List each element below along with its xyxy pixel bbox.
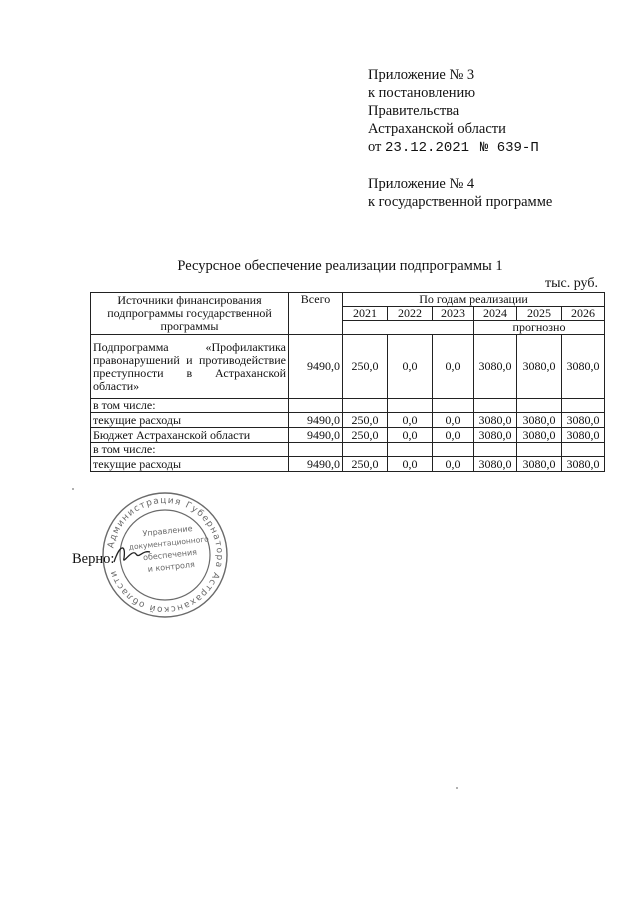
row-value: 3080,0	[517, 428, 562, 443]
decree-date-line	[368, 138, 628, 157]
forecast-label: прогнозно	[474, 321, 605, 335]
year-header: 2024	[474, 307, 517, 321]
region-line: Астраханской области	[368, 121, 506, 137]
table-row	[91, 413, 605, 428]
row-value: 3080,0	[517, 457, 562, 472]
row-value: 3080,0	[562, 413, 605, 428]
row-total: 9490,0	[289, 428, 343, 443]
row-name: Подпрограмма «Профилактика правонарушений и противодействие преступности в Астраханской области»	[91, 335, 289, 399]
row-name: в том числе:	[91, 399, 289, 413]
row-name: текущие расходы	[91, 457, 289, 472]
row-total: 9490,0	[289, 413, 343, 428]
scan-speck	[456, 787, 458, 789]
row-value: 3080,0	[562, 335, 605, 399]
col-header-source: Источники финансирования подпрограммы государственной программы	[91, 293, 289, 335]
state-program-line: к государственной программе	[368, 194, 553, 210]
row-name: текущие расходы	[91, 413, 289, 428]
row-value: 3080,0	[517, 335, 562, 399]
row-value: 250,0	[343, 335, 388, 399]
row-name: Бюджет Астраханской области	[91, 428, 289, 443]
decree-number: № 639-П	[479, 140, 539, 156]
stamp-inner-line: обеспечения	[142, 547, 198, 563]
col-header-total: Всего	[289, 293, 343, 335]
row-value: 0,0	[433, 335, 474, 399]
scan-speck	[72, 488, 74, 490]
units-label: тыс. руб.	[545, 276, 598, 291]
year-header: 2026	[562, 307, 605, 321]
row-value: 0,0	[388, 413, 433, 428]
stamp-inner-line: документационного	[128, 534, 210, 552]
row-value: 0,0	[388, 335, 433, 399]
table-row	[91, 457, 605, 472]
row-value: 0,0	[433, 428, 474, 443]
stamp-outer-text: Администрация Губернатора Астраханской области	[106, 495, 225, 615]
government-line: Правительства	[368, 103, 460, 119]
row-value: 250,0	[343, 428, 388, 443]
row-value: 3080,0	[474, 428, 517, 443]
appendix-3-label: Приложение № 3	[368, 67, 475, 83]
date-prefix: от	[368, 139, 382, 155]
table-row	[91, 335, 605, 399]
year-header: 2025	[517, 307, 562, 321]
decree-date: 23.12.2021	[385, 140, 470, 156]
row-value: 3080,0	[562, 457, 605, 472]
col-header-years: По годам реализации	[343, 293, 605, 307]
row-value: 3080,0	[562, 428, 605, 443]
year-header: 2021	[343, 307, 388, 321]
certified-label: Верно:	[72, 551, 115, 567]
table-row	[91, 399, 605, 413]
year-header: 2023	[433, 307, 474, 321]
row-value: 0,0	[388, 457, 433, 472]
signature-icon	[112, 540, 152, 570]
stamp-inner-line: и контроля	[147, 559, 196, 574]
row-value: 250,0	[343, 457, 388, 472]
document-title: Ресурсное обеспечение реализации подпрограммы 1	[177, 258, 503, 274]
decree-ref-line: к постановлению	[368, 85, 476, 101]
row-value: 3080,0	[474, 457, 517, 472]
row-value: 0,0	[388, 428, 433, 443]
row-name: в том числе:	[91, 443, 289, 457]
row-value: 0,0	[433, 413, 474, 428]
appendix-4-label: Приложение № 4	[368, 176, 475, 192]
funding-table	[90, 292, 605, 472]
table-row	[91, 428, 605, 443]
appendix-header	[368, 66, 628, 211]
row-value: 0,0	[433, 457, 474, 472]
row-total: 9490,0	[289, 457, 343, 472]
year-header: 2022	[388, 307, 433, 321]
row-value: 3080,0	[517, 413, 562, 428]
table-row	[91, 443, 605, 457]
row-value: 3080,0	[474, 413, 517, 428]
row-value: 250,0	[343, 413, 388, 428]
row-value: 3080,0	[474, 335, 517, 399]
row-total: 9490,0	[289, 335, 343, 399]
empty-cell	[343, 321, 474, 335]
stamp-inner-line: Управление	[142, 524, 193, 539]
